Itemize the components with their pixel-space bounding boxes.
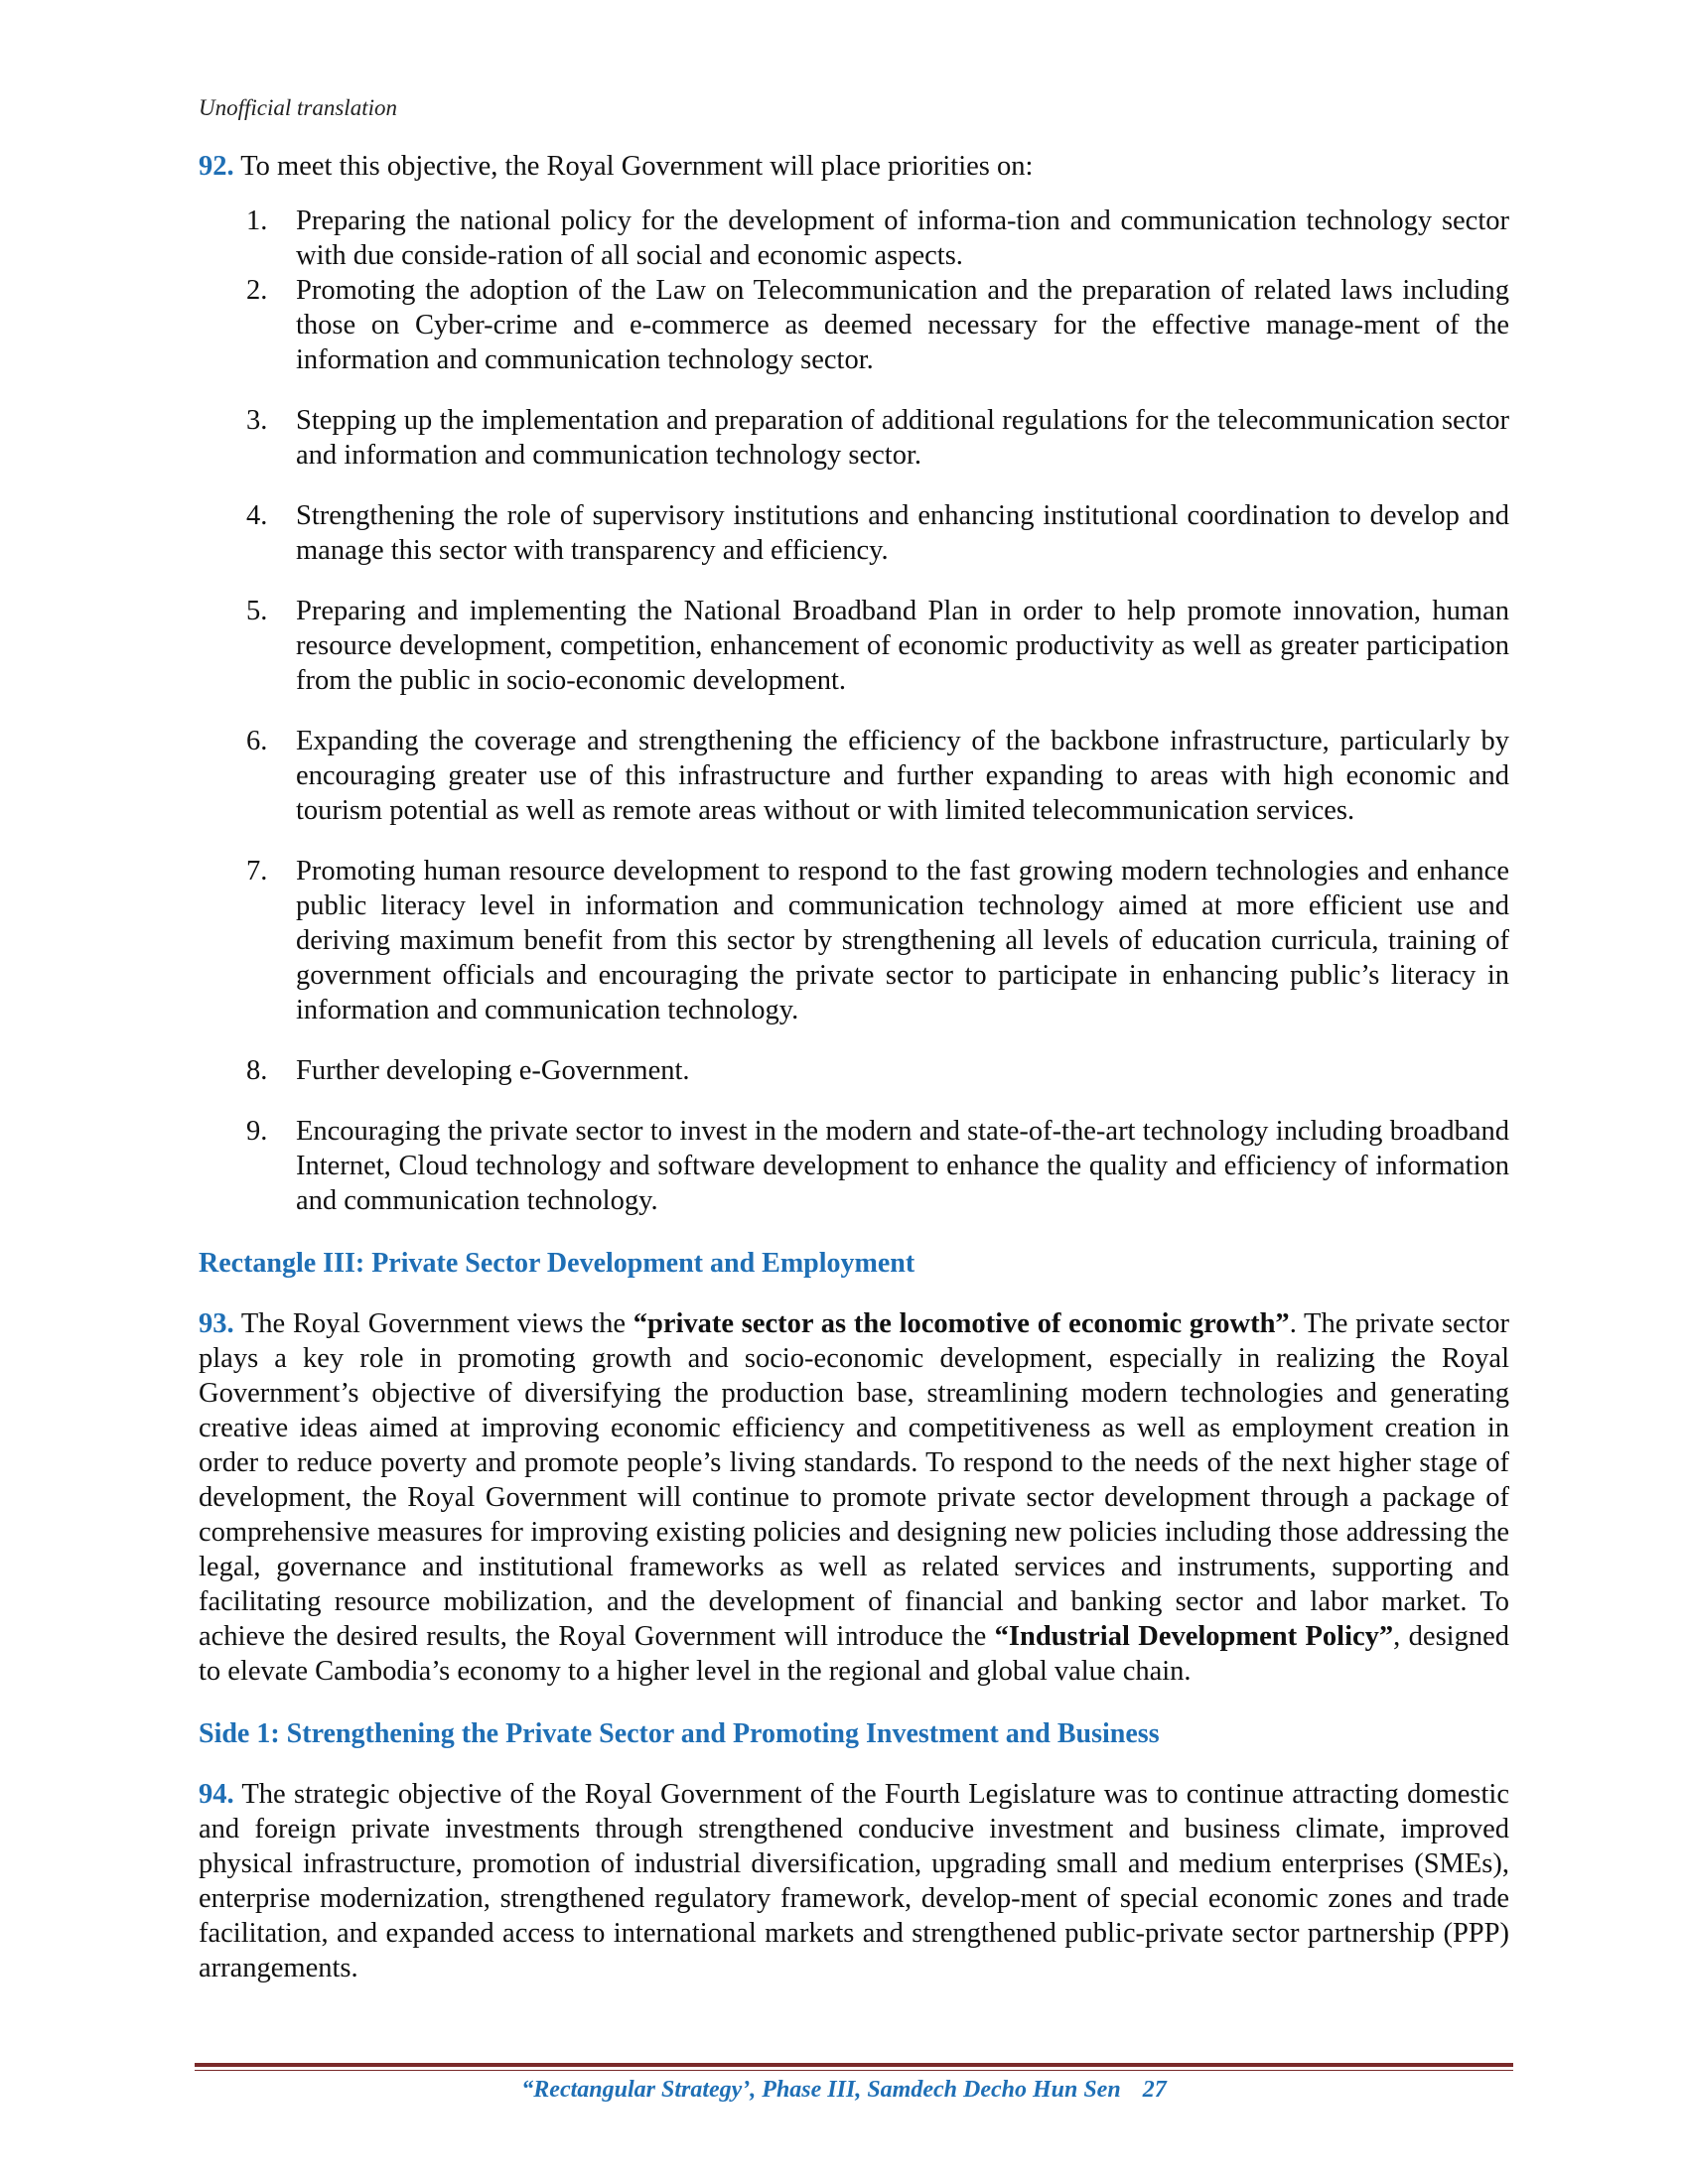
list-item-text: Stepping up the implementation and preparation of additional regulations for the telecommunication sector and information and communication technology sector. bbox=[296, 405, 1509, 471]
list-item-number: 9. bbox=[246, 1116, 268, 1147]
list-item-number: 5. bbox=[246, 596, 268, 626]
list-item-text: Promoting human resource development to respond to the fast growing modern technologies and enhance public literacy level in information and communication technology aimed at more efficient use and deriving maximum benefit from this sector by strengthening all levels of education curricula, training of government officials and encouraging the private sector to participate in enhancing public’s literacy in information and communication technology. bbox=[296, 856, 1509, 1025]
list-item bbox=[199, 204, 1509, 273]
list-item bbox=[199, 403, 1509, 473]
bold-phrase: “Industrial Development Policy” bbox=[994, 1621, 1394, 1652]
paragraph-number: 94. bbox=[199, 1779, 234, 1810]
list-item-text: Encouraging the private sector to invest in the modern and state-of-the-art technology including broadband Internet, Cloud technology and software development to enhance the quality and efficiency of information and communication technology. bbox=[296, 1116, 1509, 1216]
list-item-number: 4. bbox=[246, 500, 268, 531]
list-item bbox=[199, 854, 1509, 1027]
list-item-number: 7. bbox=[246, 856, 268, 887]
paragraph-text: , designed to elevate Cambodia’s economy to a higher level in the regional and global value chain. bbox=[199, 1621, 1509, 1687]
list-item-text: Promoting the adoption of the Law on Telecommunication and the preparation of related laws including those on Cyber-crime and e-commerce as deemed necessary for the effective manage-ment of the information and communication technology sector. bbox=[296, 275, 1509, 375]
footer-title: “Rectangular Strategy’, Phase III, Samdech Decho Hun Sen bbox=[521, 2077, 1121, 2103]
footer-rule-thin bbox=[195, 2070, 1513, 2071]
list-item bbox=[199, 594, 1509, 698]
bold-phrase: “private sector as the locomotive of economic growth” bbox=[633, 1308, 1290, 1339]
list-item-number: 8. bbox=[246, 1055, 268, 1086]
paragraph-text: . The private sector plays a key role in promoting growth and socio-economic development, especially in realizing the Royal Government’s objective of diversifying the production base, streamlining modern technologies and generating creative ideas aimed at improving economic efficiency and competitiveness as well as employment creation in order to reduce poverty and promote people’s living standards. To respond to the needs of the next higher stage of development, the Royal Government will continue to promote private sector development through a package of comprehensive measures for improving existing policies and designing new policies including those addressing the legal, governance and institutional frameworks as well as related services and instruments, supporting and facilitating resource mobilization, and the development of financial and banking sector and labor market. To achieve the desired results, the Royal Government will introduce the bbox=[199, 1308, 1510, 1652]
list-item bbox=[199, 273, 1509, 377]
list-item-number: 2. bbox=[246, 275, 268, 306]
unofficial-translation-note: Unofficial translation bbox=[199, 95, 397, 120]
list-item bbox=[199, 724, 1509, 828]
paragraph-text: The Royal Government views the bbox=[233, 1308, 633, 1339]
paragraph-93 bbox=[199, 1306, 1509, 1689]
paragraph-94 bbox=[199, 1777, 1509, 1985]
page-footer bbox=[0, 2077, 1688, 2104]
section-heading-side-1: Side 1: Strengthening the Private Sector and Promoting Investment and Business bbox=[199, 1718, 1160, 1749]
paragraph-number: 92. bbox=[199, 151, 234, 182]
list-item-text: Preparing and implementing the National Broadband Plan in order to help promote innovation, human resource development, competition, enhancement of economic productivity as well as greater participation from the public in socio-economic development. bbox=[296, 596, 1509, 696]
page-number: 27 bbox=[1142, 2077, 1167, 2103]
paragraph-text: To meet this objective, the Royal Government will place priorities on: bbox=[233, 151, 1034, 182]
paragraph-number: 93. bbox=[199, 1308, 234, 1339]
list-item bbox=[199, 1114, 1509, 1218]
list-item-text: Strengthening the role of supervisory institutions and enhancing institutional coordination to develop and manage this sector with transparency and efficiency. bbox=[296, 500, 1509, 566]
priority-list bbox=[199, 204, 1509, 1218]
list-item-text: Preparing the national policy for the development of informa-tion and communication technology sector with due conside-ration of all social and economic aspects. bbox=[296, 205, 1509, 271]
list-item bbox=[199, 498, 1509, 568]
list-item-text: Further developing e-Government. bbox=[296, 1055, 690, 1086]
paragraph-text: The strategic objective of the Royal Government of the Fourth Legislature was to continue attracting domestic and foreign private investments through strengthened conducive investment and business climate, improved physical infrastructure, promotion of industrial diversification, upgrading small and medium enterprises (SMEs), enterprise modernization, strengthened regulatory framework, develop-ment of special economic zones and trade facilitation, and expanded access to international markets and strengthened public-private sector partnership (PPP) arrangements. bbox=[199, 1779, 1509, 1983]
section-heading-rectangle-iii: Rectangle III: Private Sector Development and Employment bbox=[199, 1248, 915, 1279]
list-item bbox=[199, 1053, 1509, 1088]
document-page bbox=[199, 95, 1509, 1985]
paragraph-92 bbox=[199, 149, 1509, 184]
list-item-text: Expanding the coverage and strengthening the efficiency of the backbone infrastructure, particularly by encouraging greater use of this infrastructure and further expanding to areas with high economic and tourism potential as well as remote areas without or with limited telecommunication services. bbox=[296, 726, 1509, 826]
list-item-number: 1. bbox=[246, 205, 268, 236]
list-item-number: 3. bbox=[246, 405, 268, 436]
footer-rule bbox=[195, 2063, 1513, 2067]
list-item-number: 6. bbox=[246, 726, 268, 756]
